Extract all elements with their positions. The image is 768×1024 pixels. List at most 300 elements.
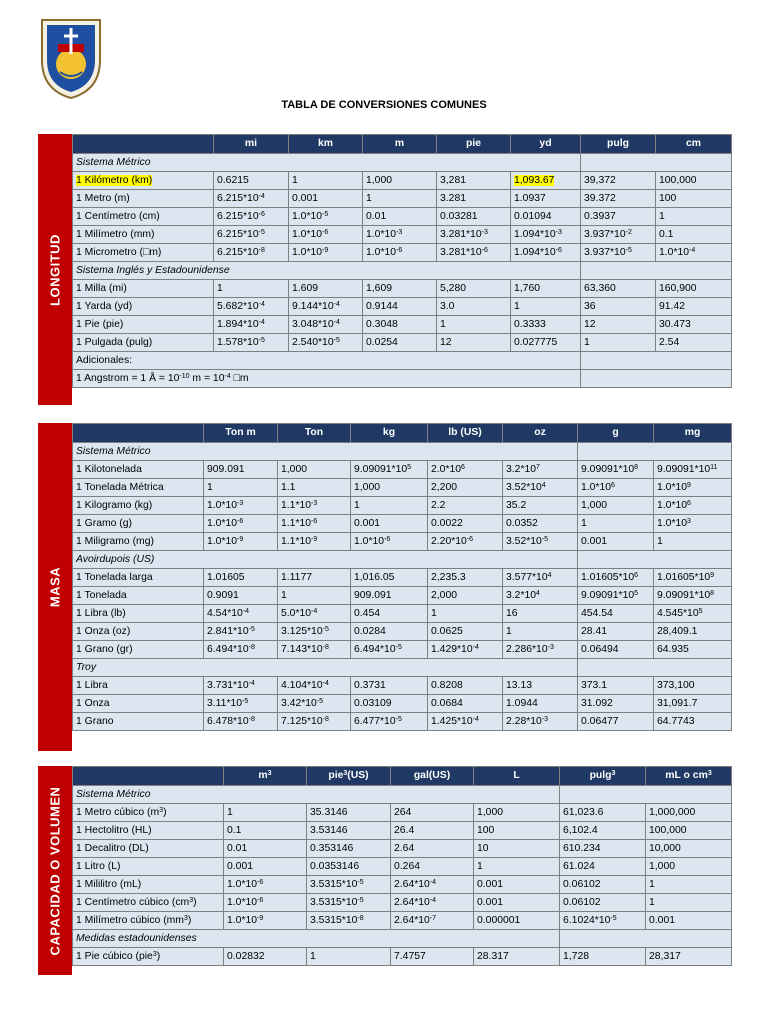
value-cell: 0.01094 bbox=[511, 208, 581, 226]
section-row bbox=[73, 443, 732, 461]
value-cell: 0.1 bbox=[224, 822, 307, 840]
value-cell: 1 bbox=[204, 479, 278, 497]
value-cell: 31.092 bbox=[578, 695, 654, 713]
value-cell: 31,091.7 bbox=[654, 695, 732, 713]
value-cell: 2,000 bbox=[428, 587, 503, 605]
value-cell: $6.494*10^{-5}$ bbox=[351, 641, 428, 659]
masa-side-label: MASA bbox=[38, 423, 72, 751]
unit-label-cell: 1 Onza bbox=[73, 695, 204, 713]
value-cell: 1,093.67 bbox=[511, 172, 581, 190]
value-cell: $1.0*10^{-4}$ bbox=[656, 244, 732, 262]
value-cell: 2,235.3 bbox=[428, 569, 503, 587]
value-cell: 0.001 bbox=[578, 533, 654, 551]
unit-label-cell: 1 Yarda (yd) bbox=[73, 298, 214, 316]
table-row bbox=[73, 208, 732, 226]
value-cell: $6.215*10^{-6}$ bbox=[214, 208, 289, 226]
value-cell: 63,360 bbox=[581, 280, 656, 298]
value-cell: 0.03281 bbox=[437, 208, 511, 226]
value-cell: $3.2*10^4$ bbox=[503, 587, 578, 605]
value-cell: 0.454 bbox=[351, 605, 428, 623]
institution-seal-logo bbox=[36, 14, 106, 100]
value-cell: 0.264 bbox=[391, 858, 474, 876]
value-cell: 1 bbox=[214, 280, 289, 298]
table-row bbox=[73, 894, 732, 912]
value-cell: $1.0*10^6$ bbox=[578, 479, 654, 497]
value-cell: $3.52*10^{-5}$ bbox=[503, 533, 578, 551]
value-cell: $3.281*10^{-3}$ bbox=[437, 226, 511, 244]
value-cell: 0.001 bbox=[289, 190, 363, 208]
unit-label-cell: 1 Centímetro cúbico $(cm^3)$ bbox=[73, 894, 224, 912]
section-row bbox=[73, 551, 732, 569]
unit-label-cell: 1 Libra (lb) bbox=[73, 605, 204, 623]
unit-label-cell: 1 Metro (m) bbox=[73, 190, 214, 208]
volumen-side-label: CAPACIDAD O VOLUMEN bbox=[38, 766, 72, 975]
value-cell: 1.01605 bbox=[204, 569, 278, 587]
value-cell: $2.64*10^{-4}$ bbox=[391, 876, 474, 894]
value-cell: $3.281*10^{-6}$ bbox=[437, 244, 511, 262]
value-cell: 0.353146 bbox=[307, 840, 391, 858]
table-row bbox=[73, 569, 732, 587]
value-cell: 0.001 bbox=[351, 515, 428, 533]
header-row bbox=[73, 135, 732, 154]
note-row bbox=[73, 370, 732, 388]
value-cell: 1,000,000 bbox=[646, 804, 732, 822]
masa-conversion-table bbox=[72, 423, 732, 731]
column-header: L bbox=[474, 767, 560, 786]
value-cell: 1 bbox=[224, 804, 307, 822]
value-cell: $3.937*10^{-2}$ bbox=[581, 226, 656, 244]
column-header: yd bbox=[511, 135, 581, 154]
value-cell: $7.125*10^{-8}$ bbox=[278, 713, 351, 731]
column-header: m bbox=[363, 135, 437, 154]
value-cell: 28,409.1 bbox=[654, 623, 732, 641]
section-spacer bbox=[560, 786, 732, 804]
column-header: km bbox=[289, 135, 363, 154]
value-cell: $4.545*10^5$ bbox=[654, 605, 732, 623]
unit-label-cell: 1 Litro (L) bbox=[73, 858, 224, 876]
table-row bbox=[73, 605, 732, 623]
value-cell: 3.0 bbox=[437, 298, 511, 316]
table-row bbox=[73, 822, 732, 840]
column-header: g bbox=[578, 424, 654, 443]
longitud-side-label: LONGITUD bbox=[38, 134, 72, 405]
section-label: Sistema Métrico bbox=[73, 154, 581, 172]
value-cell: 1 bbox=[656, 208, 732, 226]
value-cell: $1.0*10^9$ bbox=[654, 479, 732, 497]
table-row bbox=[73, 641, 732, 659]
value-cell: 0.06494 bbox=[578, 641, 654, 659]
column-header bbox=[73, 424, 204, 443]
table-row bbox=[73, 190, 732, 208]
column-header bbox=[73, 767, 224, 786]
value-cell: $1.894*10^{-4}$ bbox=[214, 316, 289, 334]
value-cell: $1.578*10^{-5}$ bbox=[214, 334, 289, 352]
value-cell: 0.3937 bbox=[581, 208, 656, 226]
value-cell: 12 bbox=[437, 334, 511, 352]
value-cell: $6.478*10^{-8}$ bbox=[204, 713, 278, 731]
unit-label-cell: 1 Pie (pie) bbox=[73, 316, 214, 334]
value-cell: $1.0*10^{-6}$ bbox=[204, 515, 278, 533]
table-row bbox=[73, 497, 732, 515]
value-cell: $2.540*10^{-5}$ bbox=[289, 334, 363, 352]
value-cell: 0.3731 bbox=[351, 677, 428, 695]
value-cell: $1.0*10^{-3}$ bbox=[363, 226, 437, 244]
value-cell: $1.425*10^{-4}$ bbox=[428, 713, 503, 731]
value-cell: 35.2 bbox=[503, 497, 578, 515]
value-cell: $1.0*10^{-6}$ bbox=[224, 894, 307, 912]
table-row bbox=[73, 840, 732, 858]
value-cell: 6,102.4 bbox=[560, 822, 646, 840]
value-cell: 61,023.6 bbox=[560, 804, 646, 822]
value-cell: 36 bbox=[581, 298, 656, 316]
value-cell: $1.0*10^{-5}$ bbox=[289, 208, 363, 226]
value-cell: $1.429*10^{-4}$ bbox=[428, 641, 503, 659]
value-cell: $4.104*10^{-4}$ bbox=[278, 677, 351, 695]
value-cell: 1,000 bbox=[646, 858, 732, 876]
section-row bbox=[73, 262, 732, 280]
value-cell: $1.01605*10^6$ bbox=[578, 569, 654, 587]
value-cell: 2,200 bbox=[428, 479, 503, 497]
value-cell: 64.935 bbox=[654, 641, 732, 659]
section-spacer bbox=[578, 443, 732, 461]
volumen-table-block bbox=[38, 766, 731, 975]
value-cell: $1.0*10^{-6}$ bbox=[289, 226, 363, 244]
section-label: Sistema Inglés y Estadounidense bbox=[73, 262, 581, 280]
value-cell: 3.281 bbox=[437, 190, 511, 208]
value-cell: 100 bbox=[474, 822, 560, 840]
value-cell: 0.9144 bbox=[363, 298, 437, 316]
value-cell: 0.0684 bbox=[428, 695, 503, 713]
section-label: Avoirdupois (US) bbox=[73, 551, 578, 569]
value-cell: 0.001 bbox=[474, 876, 560, 894]
longitud-table-block bbox=[38, 134, 731, 405]
unit-label-cell: 1 Tonelada bbox=[73, 587, 204, 605]
value-cell: 909.091 bbox=[204, 461, 278, 479]
section-row bbox=[73, 352, 732, 370]
column-header: gal(US) bbox=[391, 767, 474, 786]
value-cell: 1,609 bbox=[363, 280, 437, 298]
table-row bbox=[73, 713, 732, 731]
value-cell: $2.64*10^{-4}$ bbox=[391, 894, 474, 912]
value-cell: $6.494*10^{-8}$ bbox=[204, 641, 278, 659]
table-row bbox=[73, 623, 732, 641]
value-cell: 1 bbox=[578, 515, 654, 533]
value-cell: 909.091 bbox=[351, 587, 428, 605]
unit-label-cell: 1 Kilogramo (kg) bbox=[73, 497, 204, 515]
column-header: pulg$^3$ bbox=[560, 767, 646, 786]
value-cell: 1 bbox=[511, 298, 581, 316]
table-row bbox=[73, 533, 732, 551]
value-cell: 0.02832 bbox=[224, 948, 307, 966]
value-cell: $2.20*10^{-6}$ bbox=[428, 533, 503, 551]
unit-label-cell: 1 Milímetro (mm) bbox=[73, 226, 214, 244]
value-cell: 0.000001 bbox=[474, 912, 560, 930]
unit-label-cell: 1 Milla (mi) bbox=[73, 280, 214, 298]
section-label: Sistema Métrico bbox=[73, 786, 560, 804]
value-cell: $9.09091*10^{11}$ bbox=[654, 461, 732, 479]
value-cell: 39.372 bbox=[581, 190, 656, 208]
unit-label-cell: 1 Centímetro (cm) bbox=[73, 208, 214, 226]
value-cell: 100,000 bbox=[646, 822, 732, 840]
unit-label-cell: 1 Milímetro cúbico $(mm^3)$ bbox=[73, 912, 224, 930]
value-cell: 373,100 bbox=[654, 677, 732, 695]
value-cell: $3.577*10^4$ bbox=[503, 569, 578, 587]
value-cell: 0.0284 bbox=[351, 623, 428, 641]
section-row bbox=[73, 786, 732, 804]
value-cell: 0.06477 bbox=[578, 713, 654, 731]
unit-label-cell: 1 Pulgada (pulg) bbox=[73, 334, 214, 352]
unit-label-cell: 1 Kilotonelada bbox=[73, 461, 204, 479]
value-cell: 0.027775 bbox=[511, 334, 581, 352]
unit-label-cell: 1 Hectolitro (HL) bbox=[73, 822, 224, 840]
value-cell: $2.0*10^6$ bbox=[428, 461, 503, 479]
value-cell: $5.682*10^{-4}$ bbox=[214, 298, 289, 316]
value-cell: $3.42*10^{-5}$ bbox=[278, 695, 351, 713]
value-cell: 1 bbox=[654, 533, 732, 551]
value-cell: 1 bbox=[351, 497, 428, 515]
value-cell: 0.3048 bbox=[363, 316, 437, 334]
value-cell: $3.5315*10^{-5}$ bbox=[307, 894, 391, 912]
value-cell: 454.54 bbox=[578, 605, 654, 623]
column-header: kg bbox=[351, 424, 428, 443]
value-cell: 5,280 bbox=[437, 280, 511, 298]
section-label: Medidas estadounidenses bbox=[73, 930, 560, 948]
value-cell: 0.6215 bbox=[214, 172, 289, 190]
table-row bbox=[73, 695, 732, 713]
unit-label-cell: 1 Mililitro (mL) bbox=[73, 876, 224, 894]
value-cell: $3.5315*10^{-5}$ bbox=[307, 876, 391, 894]
table-row bbox=[73, 515, 732, 533]
header-row bbox=[73, 767, 732, 786]
value-cell: 7.4757 bbox=[391, 948, 474, 966]
column-header: mL o $cm^3$ bbox=[646, 767, 732, 786]
value-cell: 0.3333 bbox=[511, 316, 581, 334]
value-cell: 1,000 bbox=[363, 172, 437, 190]
value-cell: $9.09091*10^5$ bbox=[351, 461, 428, 479]
table-row bbox=[73, 804, 732, 822]
column-header: mi bbox=[214, 135, 289, 154]
value-cell: $1.094*10^{-3}$ bbox=[511, 226, 581, 244]
value-cell: 0.01 bbox=[363, 208, 437, 226]
value-cell: 1.0937 bbox=[511, 190, 581, 208]
column-header: cm bbox=[656, 135, 732, 154]
section-row bbox=[73, 659, 732, 677]
value-cell: 0.9091 bbox=[204, 587, 278, 605]
value-cell: $2.286*10^{-3}$ bbox=[503, 641, 578, 659]
value-cell: $1.01605*10^9$ bbox=[654, 569, 732, 587]
value-cell: 373.1 bbox=[578, 677, 654, 695]
unit-label-cell: 1 Gramo (g) bbox=[73, 515, 204, 533]
value-cell: $3.937*10^{-5}$ bbox=[581, 244, 656, 262]
value-cell: 1 bbox=[581, 334, 656, 352]
unit-label-cell: 1 Miligramo (mg) bbox=[73, 533, 204, 551]
note-spacer bbox=[581, 370, 732, 388]
column-header: lb (US) bbox=[428, 424, 503, 443]
section-label: Sistema Métrico bbox=[73, 443, 578, 461]
value-cell: 100,000 bbox=[656, 172, 732, 190]
value-cell: $1.0*10^{-6}$ bbox=[351, 533, 428, 551]
value-cell: 2.54 bbox=[656, 334, 732, 352]
value-cell: 0.8208 bbox=[428, 677, 503, 695]
value-cell: 28.41 bbox=[578, 623, 654, 641]
unit-label-cell: 1 Tonelada larga bbox=[73, 569, 204, 587]
unit-label-cell: 1 Grano (gr) bbox=[73, 641, 204, 659]
value-cell: 0.1 bbox=[656, 226, 732, 244]
header-row bbox=[73, 424, 732, 443]
value-cell: $1.0*10^{-6}$ bbox=[224, 876, 307, 894]
value-cell: 1 bbox=[289, 172, 363, 190]
value-cell: $7.143*10^{-8}$ bbox=[278, 641, 351, 659]
value-cell: 30.473 bbox=[656, 316, 732, 334]
value-cell: 0.06102 bbox=[560, 876, 646, 894]
value-cell: 0.0625 bbox=[428, 623, 503, 641]
value-cell: 0.0352 bbox=[503, 515, 578, 533]
value-cell: $2.841*10^{-5}$ bbox=[204, 623, 278, 641]
section-spacer bbox=[581, 154, 732, 172]
table-row bbox=[73, 876, 732, 894]
table-row bbox=[73, 461, 732, 479]
value-cell: $1.094*10^{-6}$ bbox=[511, 244, 581, 262]
value-cell: 1 bbox=[278, 587, 351, 605]
unit-label-cell: 1 Onza (oz) bbox=[73, 623, 204, 641]
value-cell: 26.4 bbox=[391, 822, 474, 840]
value-cell: 1 bbox=[437, 316, 511, 334]
value-cell: 1 bbox=[646, 876, 732, 894]
value-cell: 64.7743 bbox=[654, 713, 732, 731]
value-cell: 28,317 bbox=[646, 948, 732, 966]
value-cell: $6.477*10^{-5}$ bbox=[351, 713, 428, 731]
table-row bbox=[73, 298, 732, 316]
unit-label-cell: 1 Kilómetro (km) bbox=[73, 172, 214, 190]
value-cell: 1.609 bbox=[289, 280, 363, 298]
note-text: 1 Angstrom = 1 Å = $10^{-10}$ $m = 10^{-4}$ □m bbox=[73, 370, 581, 388]
value-cell: 0.03109 bbox=[351, 695, 428, 713]
value-cell: 1.0944 bbox=[503, 695, 578, 713]
column-header: pie bbox=[437, 135, 511, 154]
value-cell: $3.125*10^{-5}$ bbox=[278, 623, 351, 641]
column-header: oz bbox=[503, 424, 578, 443]
section-spacer bbox=[560, 930, 732, 948]
table-row bbox=[73, 226, 732, 244]
unit-label-cell: 1 Grano bbox=[73, 713, 204, 731]
value-cell: 0.06102 bbox=[560, 894, 646, 912]
value-cell: $3.2*10^7$ bbox=[503, 461, 578, 479]
value-cell: $1.0*10^3$ bbox=[654, 515, 732, 533]
unit-label-cell: 1 Tonelada Métrica bbox=[73, 479, 204, 497]
value-cell: 91.42 bbox=[656, 298, 732, 316]
section-spacer bbox=[578, 659, 732, 677]
value-cell: 0.001 bbox=[646, 912, 732, 930]
value-cell: $1.0*10^{-9}$ bbox=[289, 244, 363, 262]
unit-label-cell: 1 Micrometro (□m) bbox=[73, 244, 214, 262]
value-cell: $1.1*10^{-3}$ bbox=[278, 497, 351, 515]
value-cell: 28.317 bbox=[474, 948, 560, 966]
value-cell: 10,000 bbox=[646, 840, 732, 858]
value-cell: 1 bbox=[474, 858, 560, 876]
value-cell: 12 bbox=[581, 316, 656, 334]
value-cell: $3.52*10^4$ bbox=[503, 479, 578, 497]
unit-label-cell: 1 Metro cúbico $(m^3)$ bbox=[73, 804, 224, 822]
value-cell: 1 bbox=[503, 623, 578, 641]
value-cell: 16 bbox=[503, 605, 578, 623]
value-cell: 0.0254 bbox=[363, 334, 437, 352]
longitud-conversion-table bbox=[72, 134, 732, 388]
table-row bbox=[73, 172, 732, 190]
column-header: $m^3$ bbox=[224, 767, 307, 786]
value-cell: 1,000 bbox=[351, 479, 428, 497]
value-cell: 610.234 bbox=[560, 840, 646, 858]
value-cell: $1.0*10^{-9}$ bbox=[204, 533, 278, 551]
value-cell: 264 bbox=[391, 804, 474, 822]
value-cell: 1.1177 bbox=[278, 569, 351, 587]
value-cell: $9.09091*10^5$ bbox=[578, 587, 654, 605]
value-cell: $1.0*10^{-6}$ bbox=[363, 244, 437, 262]
table-row bbox=[73, 858, 732, 876]
value-cell: 3.53146 bbox=[307, 822, 391, 840]
value-cell: 0.001 bbox=[224, 858, 307, 876]
value-cell: $3.731*10^{-4}$ bbox=[204, 677, 278, 695]
value-cell: 0.0022 bbox=[428, 515, 503, 533]
column-header: Ton m bbox=[204, 424, 278, 443]
value-cell: $6.1024*10^{-5}$ bbox=[560, 912, 646, 930]
value-cell: $2.64*10^{-7}$ bbox=[391, 912, 474, 930]
column-header: pulg bbox=[581, 135, 656, 154]
unit-label-cell: 1 Libra bbox=[73, 677, 204, 695]
value-cell: 0.0353146 bbox=[307, 858, 391, 876]
section-row bbox=[73, 930, 732, 948]
value-cell: 1,760 bbox=[511, 280, 581, 298]
value-cell: $6.215*10^{-8}$ bbox=[214, 244, 289, 262]
unit-label-cell: 1 Pie cúbico (pie$^3$) bbox=[73, 948, 224, 966]
value-cell: $1.0*10^6$ bbox=[654, 497, 732, 515]
section-spacer bbox=[581, 262, 732, 280]
value-cell: 1 bbox=[646, 894, 732, 912]
table-row bbox=[73, 479, 732, 497]
value-cell: 1 bbox=[428, 605, 503, 623]
value-cell: 13.13 bbox=[503, 677, 578, 695]
value-cell: $9.09091*10^8$ bbox=[578, 461, 654, 479]
section-label: Troy bbox=[73, 659, 578, 677]
value-cell: $9.09091*10^8$ bbox=[654, 587, 732, 605]
section-label: Adicionales: bbox=[73, 352, 581, 370]
value-cell: $1.0*10^{-9}$ bbox=[224, 912, 307, 930]
table-row bbox=[73, 912, 732, 930]
table-row bbox=[73, 244, 732, 262]
value-cell: 0.01 bbox=[224, 840, 307, 858]
table-row bbox=[73, 948, 732, 966]
value-cell: 2.64 bbox=[391, 840, 474, 858]
value-cell: $1.1*10^{-9}$ bbox=[278, 533, 351, 551]
value-cell: 1,728 bbox=[560, 948, 646, 966]
table-row bbox=[73, 316, 732, 334]
value-cell: $3.11*10^{-5}$ bbox=[204, 695, 278, 713]
volumen-conversion-table bbox=[72, 766, 732, 966]
table-row bbox=[73, 280, 732, 298]
table-row bbox=[73, 334, 732, 352]
section-spacer bbox=[581, 352, 732, 370]
value-cell: $9.144*10^{-4}$ bbox=[289, 298, 363, 316]
value-cell: 1 bbox=[307, 948, 391, 966]
column-header: Ton bbox=[278, 424, 351, 443]
table-row bbox=[73, 587, 732, 605]
value-cell: 39,372 bbox=[581, 172, 656, 190]
value-cell: 1 bbox=[363, 190, 437, 208]
value-cell: 61.024 bbox=[560, 858, 646, 876]
value-cell: $5.0*10^{-4}$ bbox=[278, 605, 351, 623]
column-header: mg bbox=[654, 424, 732, 443]
value-cell: 1.1 bbox=[278, 479, 351, 497]
document-title: TABLA DE CONVERSIONES COMUNES bbox=[281, 99, 487, 111]
